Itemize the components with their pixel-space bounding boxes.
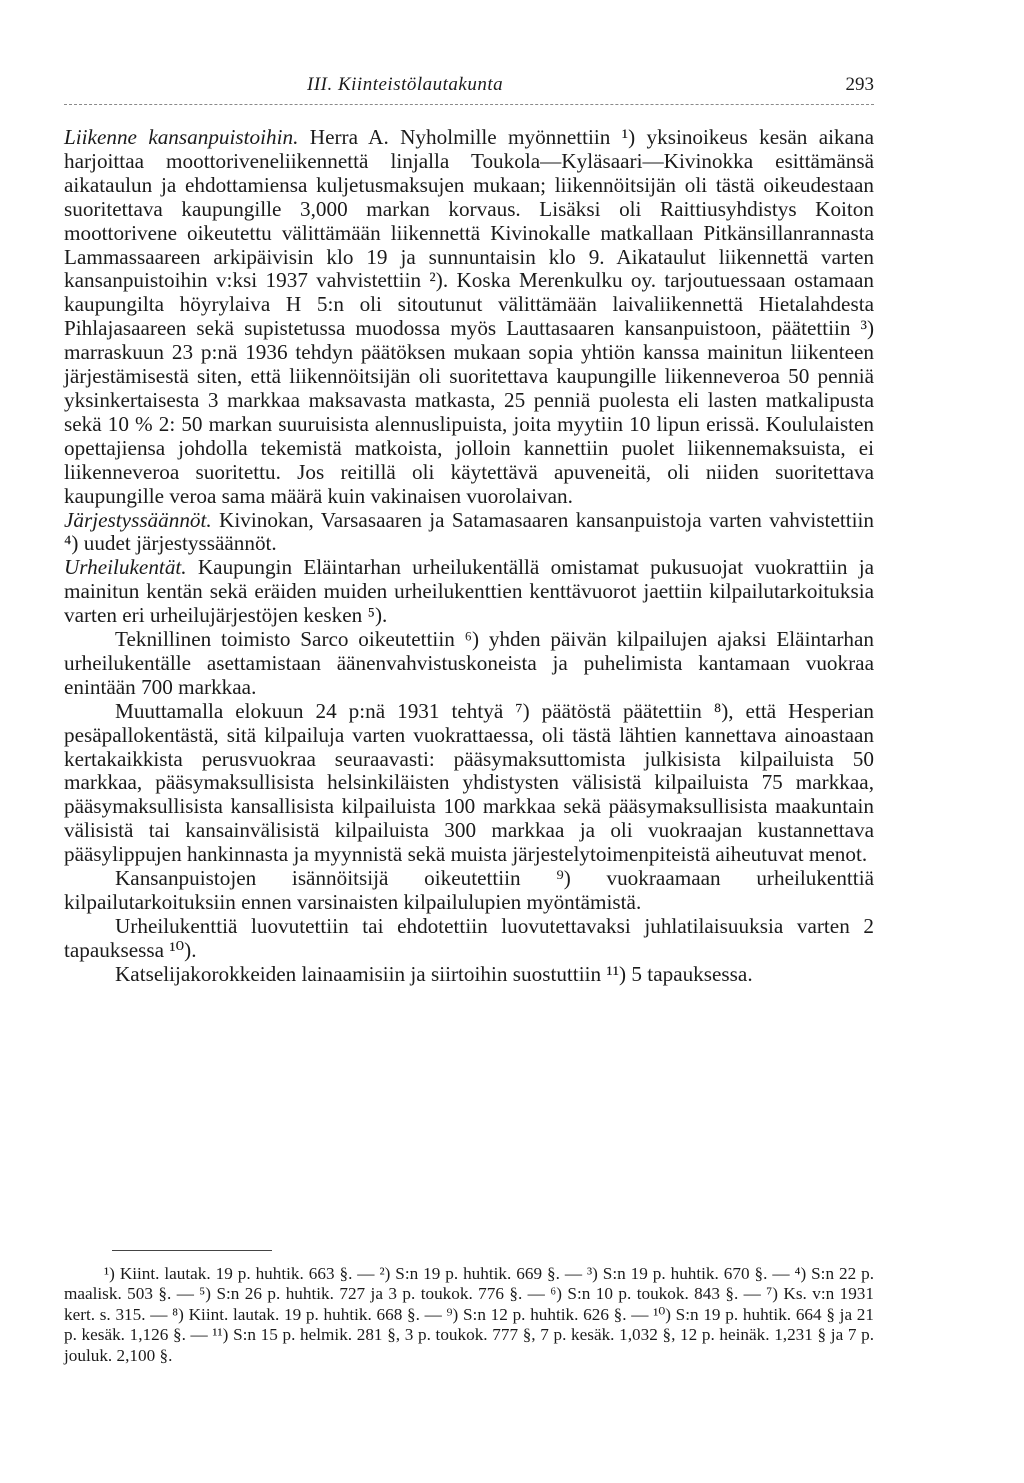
paragraph-text: Katselijakorokkeiden lainaamisiin ja siirtoihin suostuttiin ¹¹) 5 tapauksessa.	[115, 961, 753, 986]
paragraph	[64, 126, 874, 509]
paragraph-text: Kaupungin Eläintarhan urheilukentällä omistamat pukusuojat vuokrattiin ja mainitun kentän sekä eräiden muiden urheilukenttien kenttävuorot jaettiin kilpailutarkoituksia varten eri urheilujärjestöjen kesken ⁵).	[64, 555, 874, 628]
section-heading: Liikenne kansanpuistoihin.	[64, 125, 299, 149]
footnote-text: ¹) Kiint. lautak. 19 p. huhtik. 663 §. — ²) S:n 19 p. huhtik. 669 §. — ³) S:n 19 p. huhtik. 670 §. — ⁴) S:n 22 p. maalisk. 503 §. — ⁵) S:n 26 p. huhtik. 727 ja 3 p. toukok. 776 §. — ⁶) S:n 10 p. toukok. 843 §. — ⁷) Ks. v:n 1931 kert. s. 315. — ⁸) Kiint. lautak. 19 p. huhtik. 668 §. — ⁹) S:n 12 p. huhtik. 626 §. — ¹⁰) S:n 19 p. huhtik. 664 § ja 21 p. kesäk. 1,126 §. — ¹¹) S:n 15 p. helmik. 281 §, 3 p. toukok. 777 §, 7 p. kesäk. 1,032 §, 12 p. heinäk. 1,231 § ja 7 p. jouluk. 2,100 §.	[64, 1264, 874, 1365]
paragraph	[64, 509, 874, 557]
page-number: 293	[845, 74, 874, 95]
body-text	[64, 126, 874, 987]
paragraph-text: Muuttamalla elokuun 24 p:nä 1931 tehtyä ⁷) päätöstä päätettiin ⁸), että Hesperian pesäpallokentästä, sitä kilpailuja varten vuokrattaessa, oli tästä lähtien kannettava ainoastaan kertakaikkista perusvuokraa seuraavasti: pääsymaksuttomista julkisista kilpailuista 50 markkaa, pääsymaksullisista helsinkiläisten yhdistysten välisistä kilpailuista 75 markkaa, pääsymaksullisista kansallisista kilpailuista 100 markkaa sekä pääsymaksullisista maakuntain välisistä tai kansainvälisistä kilpailuista 300 markkaa ja oli vuokraajan kustannettava pääsylippujen hankinnasta ja myynnistä sekä muista järjestelytoimenpiteistä aiheutuvat menot.	[64, 698, 874, 867]
chapter-title: III. Kiinteistölautakunta	[307, 74, 504, 95]
section-heading: Urheilukentät.	[64, 555, 187, 580]
paragraph	[64, 556, 874, 628]
running-header	[64, 74, 874, 104]
footnote-rule	[112, 1250, 272, 1251]
paragraph	[64, 867, 874, 915]
section-heading: Järjestyssäännöt.	[64, 507, 212, 532]
paragraph	[64, 915, 874, 963]
paragraph	[64, 700, 874, 867]
footnotes	[64, 1264, 874, 1366]
paragraph	[64, 963, 874, 987]
paragraph-text: Kivinokan, Varsasaaren ja Satamasaaren kansanpuistoja varten vahvistettiin ⁴) uudet järjestyssäännöt.	[64, 507, 874, 556]
paragraph-text: Urheilukenttiä luovutettiin tai ehdotettiin luovutettavaksi juhlatilaisuuksia varten 2 tapauksessa ¹⁰).	[64, 913, 874, 962]
paragraph-text: Teknillinen toimisto Sarco oikeutettiin ⁶) yhden päivän kilpailujen ajaksi Eläintarhan urheilukentälle asettamistaan äänenvahvistuskoneista ja puhelimista kantamaan vuokraa enintään 700 markkaa.	[64, 627, 874, 699]
paragraph	[64, 628, 874, 700]
header-rule	[64, 104, 874, 105]
paragraph-text: Kansanpuistojen isännöitsijä oikeutettiin ⁹) vuokraamaan urheilukenttiä kilpailutarkoituksiin ennen varsinaisten kilpailulupien myöntämistä.	[64, 866, 874, 914]
paragraph-text: Herra A. Nyholmille myönnettiin ¹) yksinoikeus kesän aikana harjoittaa moottoriveneliikennettä linjalla Toukola—Kyläsaari—Kivinokka esittämänsä aikataulun ja ehdottamiensa kuljetusmaksujen mukaan; liikennöitsijän oli tästä oikeudestaan suoritettava kaupungille 3,000 markan korvaus. Lisäksi oli Raittiusyhdistys Koiton moottorivene oikeutettu välittämään liikennettä Kivinokalle matkallaan Pitkänsillanrannasta Lammassaareen arkipäivisin klo 19 ja sunnuntaisin klo 9. Aikataulut liikennettä varten kansanpuistoihin v:ksi 1937 vahvistettiin ²). Koska Merenkulku oy. tarjoutuessaan ostamaan kaupungilta höyrylaiva H 5:n oli sitoutunut välittämään laivaliikennettä Hietalahdesta Pihlajasaareen sekä supistetussa muodossa myös Lauttasaaren kansanpuistoon, päätettiin ³) marraskuun 23 p:nä 1936 tehdyn päätöksen mukaan sopia yhtiön kanssa mainitun liikenteen järjestämisestä siten, että liikennöitsijän oli suoritettava kaupungille liikenneveroa 50 penniä yksinkertaisesta 3 markkaa maksavasta matkasta, 25 penniä puolesta eli lasten matkalipusta sekä 10 % 2: 50 markan suuruisista alennuslipuista, joita myytiin 10 lipun erissä. Koululaisten opettajiensa johdolla tekemistä matkoista, jolloin kannettiin puolet liikennemaksuista, ei liikenneveroa suoritettu. Jos reitillä oli käytettävä apuveneitä, oli niiden suoritettava kaupungille veroa sama määrä kuin vakinaisen vuorolaivan.	[64, 125, 874, 508]
